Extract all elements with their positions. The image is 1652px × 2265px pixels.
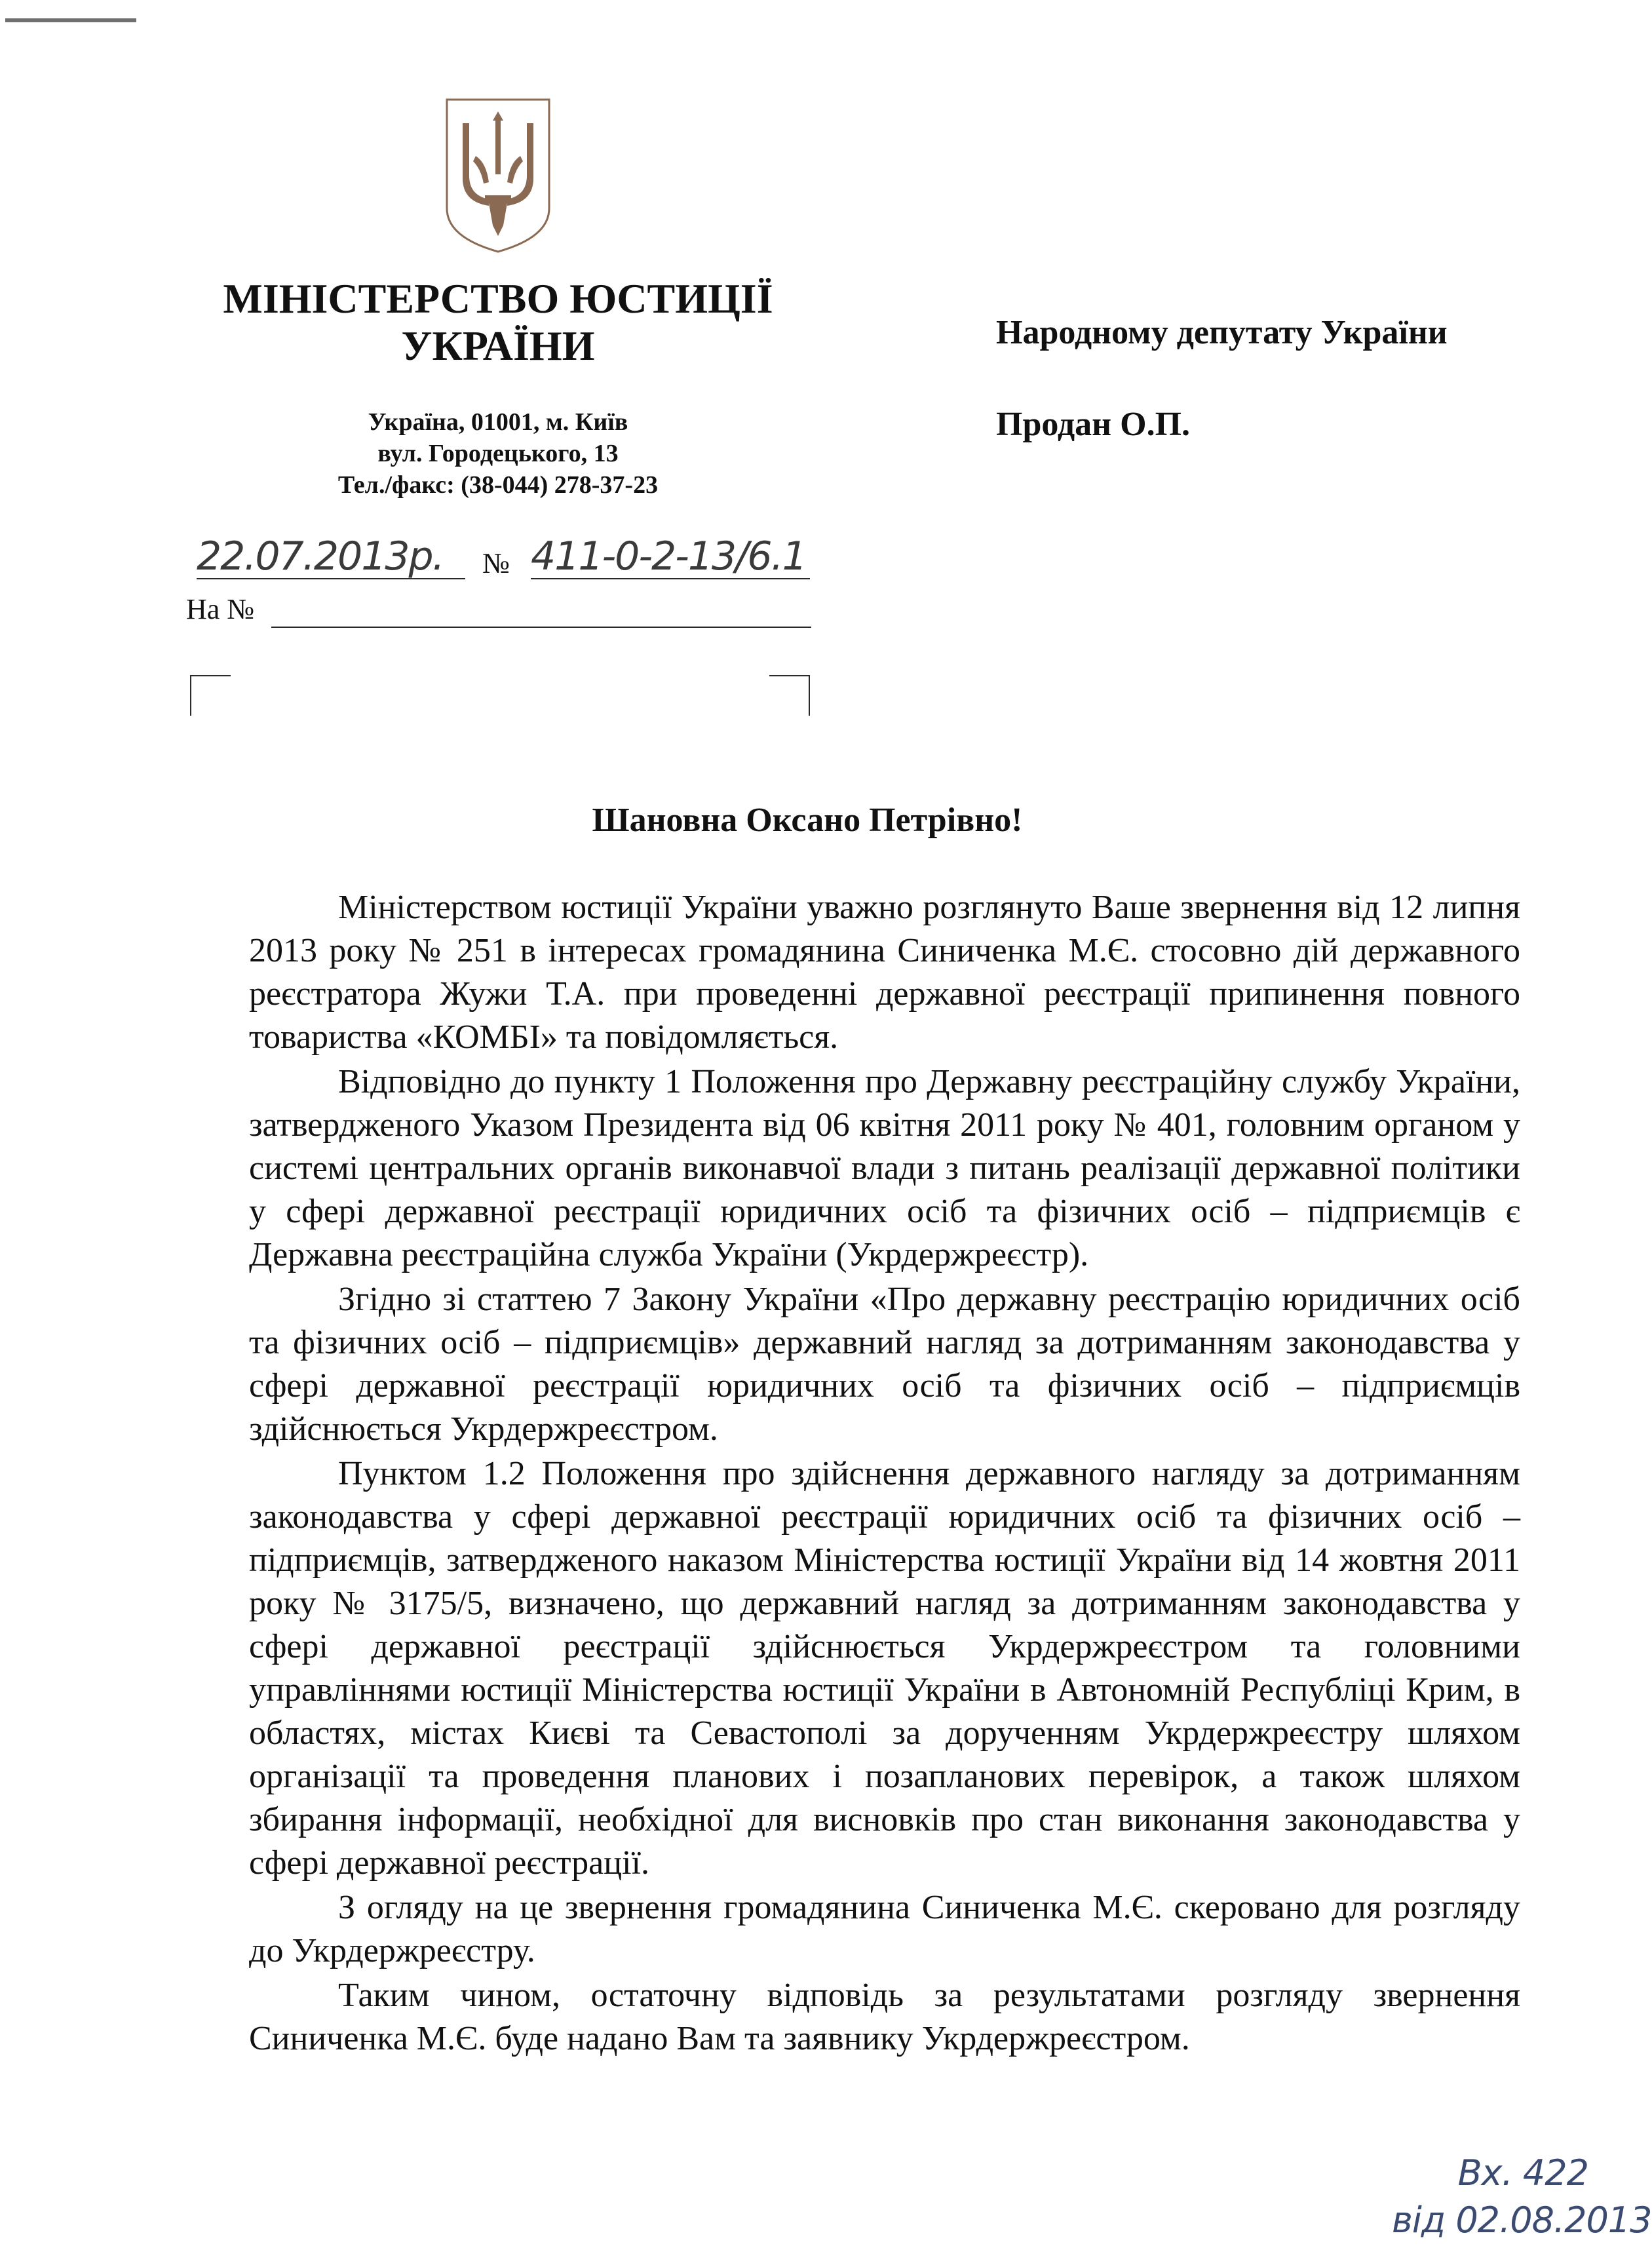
ministry-name-line2: УКРАЇНИ (401, 322, 595, 369)
salutation: Шановна Оксано Петрівно! (592, 802, 1023, 839)
ministry-name-line1: МІНІСТЕРСТВО ЮСТИЦІЇ (223, 275, 773, 322)
body-paragraph: З огляду на це звернення громадянина Синиченка М.Є. скеровано для розгляду до Укрдержреєстру. (249, 1889, 1520, 1969)
ministry-name (170, 275, 826, 370)
phone-fax-line: Тел./факс: (38-044) 278-37-23 (337, 471, 659, 499)
outgoing-number: 411-0-2-13/6.1 (531, 535, 810, 579)
recipient-title: Народному депутату України (996, 314, 1448, 351)
scan-edge-mark (5, 18, 136, 22)
incoming-number: Вх. 422 (1457, 2152, 1588, 2194)
body-paragraph: Згідно зі статтею 7 Закону України «Про державну реєстрацію юридичних осіб та фізичних осіб – підприємців» державний нагляд за дотриманням законодавства у сфері державної реєстрації юридичних осіб та фізичних осіб – підприємців здійснюється Укрдержреєстром. (249, 1281, 1520, 1448)
address-line: вул. Городецького, 13 (377, 440, 619, 467)
recipient-name: Продан О.П. (996, 406, 1191, 443)
body-paragraph: Таким чином, остаточну відповідь за результатами розгляду звернення Синиченка М.Є. буде надано Вам та заявнику Укрдержреєстром. (249, 1977, 1520, 2057)
ministry-address (236, 406, 760, 501)
number-label: № (482, 547, 510, 579)
body-paragraph: Відповідно до пункту 1 Положення про Державну реєстраційну службу України, затвердженого Указом Президента від 06 квітня 2011 року № 401, головним органом у системі центральних органів виконавчої влади з питань реалізації державної політики у сфері державної реєстрації юридичних осіб та фізичних осіб – підприємців є Державна реєстраційна служба України (Укрдержреєстр). (249, 1063, 1520, 1273)
address-line: Україна, 01001, м. Київ (368, 408, 628, 436)
letter-body (249, 886, 1520, 2062)
body-paragraph: Міністерством юстиції України уважно розглянуто Ваше звернення від 12 липня 2013 року № 251 в інтересах громадянина Синиченка М.Є. стосовно дій державного реєстратора Жужи Т.А. при проведенні державної реєстрації припинення повного товариства «КОМБІ» та повідомляється. (249, 889, 1520, 1056)
body-paragraph: Пунктом 1.2 Положення про здійснення державного нагляду за дотриманням законодавства у сфері державної реєстрації юридичних осіб та фізичних осіб – підприємців, затвердженого наказом Міністерства юстиції України від 14 жовтня 2011 року № 3175/5, визначено, що державний нагляд за дотриманням законодавства у сфері державної реєстрації здійснюється Укрдержреєстром та головними управліннями юстиції Міністерства юстиції України в Автономній Республіці Крим, в областях, містах Києві та Севастополі за дорученням Укрдержреєстру шляхом організації та проведення планових і позапланових перевірок, а також шляхом збирання інформації, необхідної для висновків про стан виконання законодавства у сфері державної реєстрації. (249, 1455, 1520, 1882)
address-corner-right (769, 675, 810, 716)
reply-to-label: На № (186, 593, 255, 625)
coat-of-arms-trident-icon (443, 97, 553, 254)
outgoing-date: 22.07.2013р. (197, 535, 465, 579)
reply-to-number (271, 591, 811, 628)
incoming-registration-stamp (1392, 2150, 1652, 2244)
incoming-date: від 02.08.2013 (1392, 2199, 1652, 2241)
address-corner-left (190, 675, 231, 716)
